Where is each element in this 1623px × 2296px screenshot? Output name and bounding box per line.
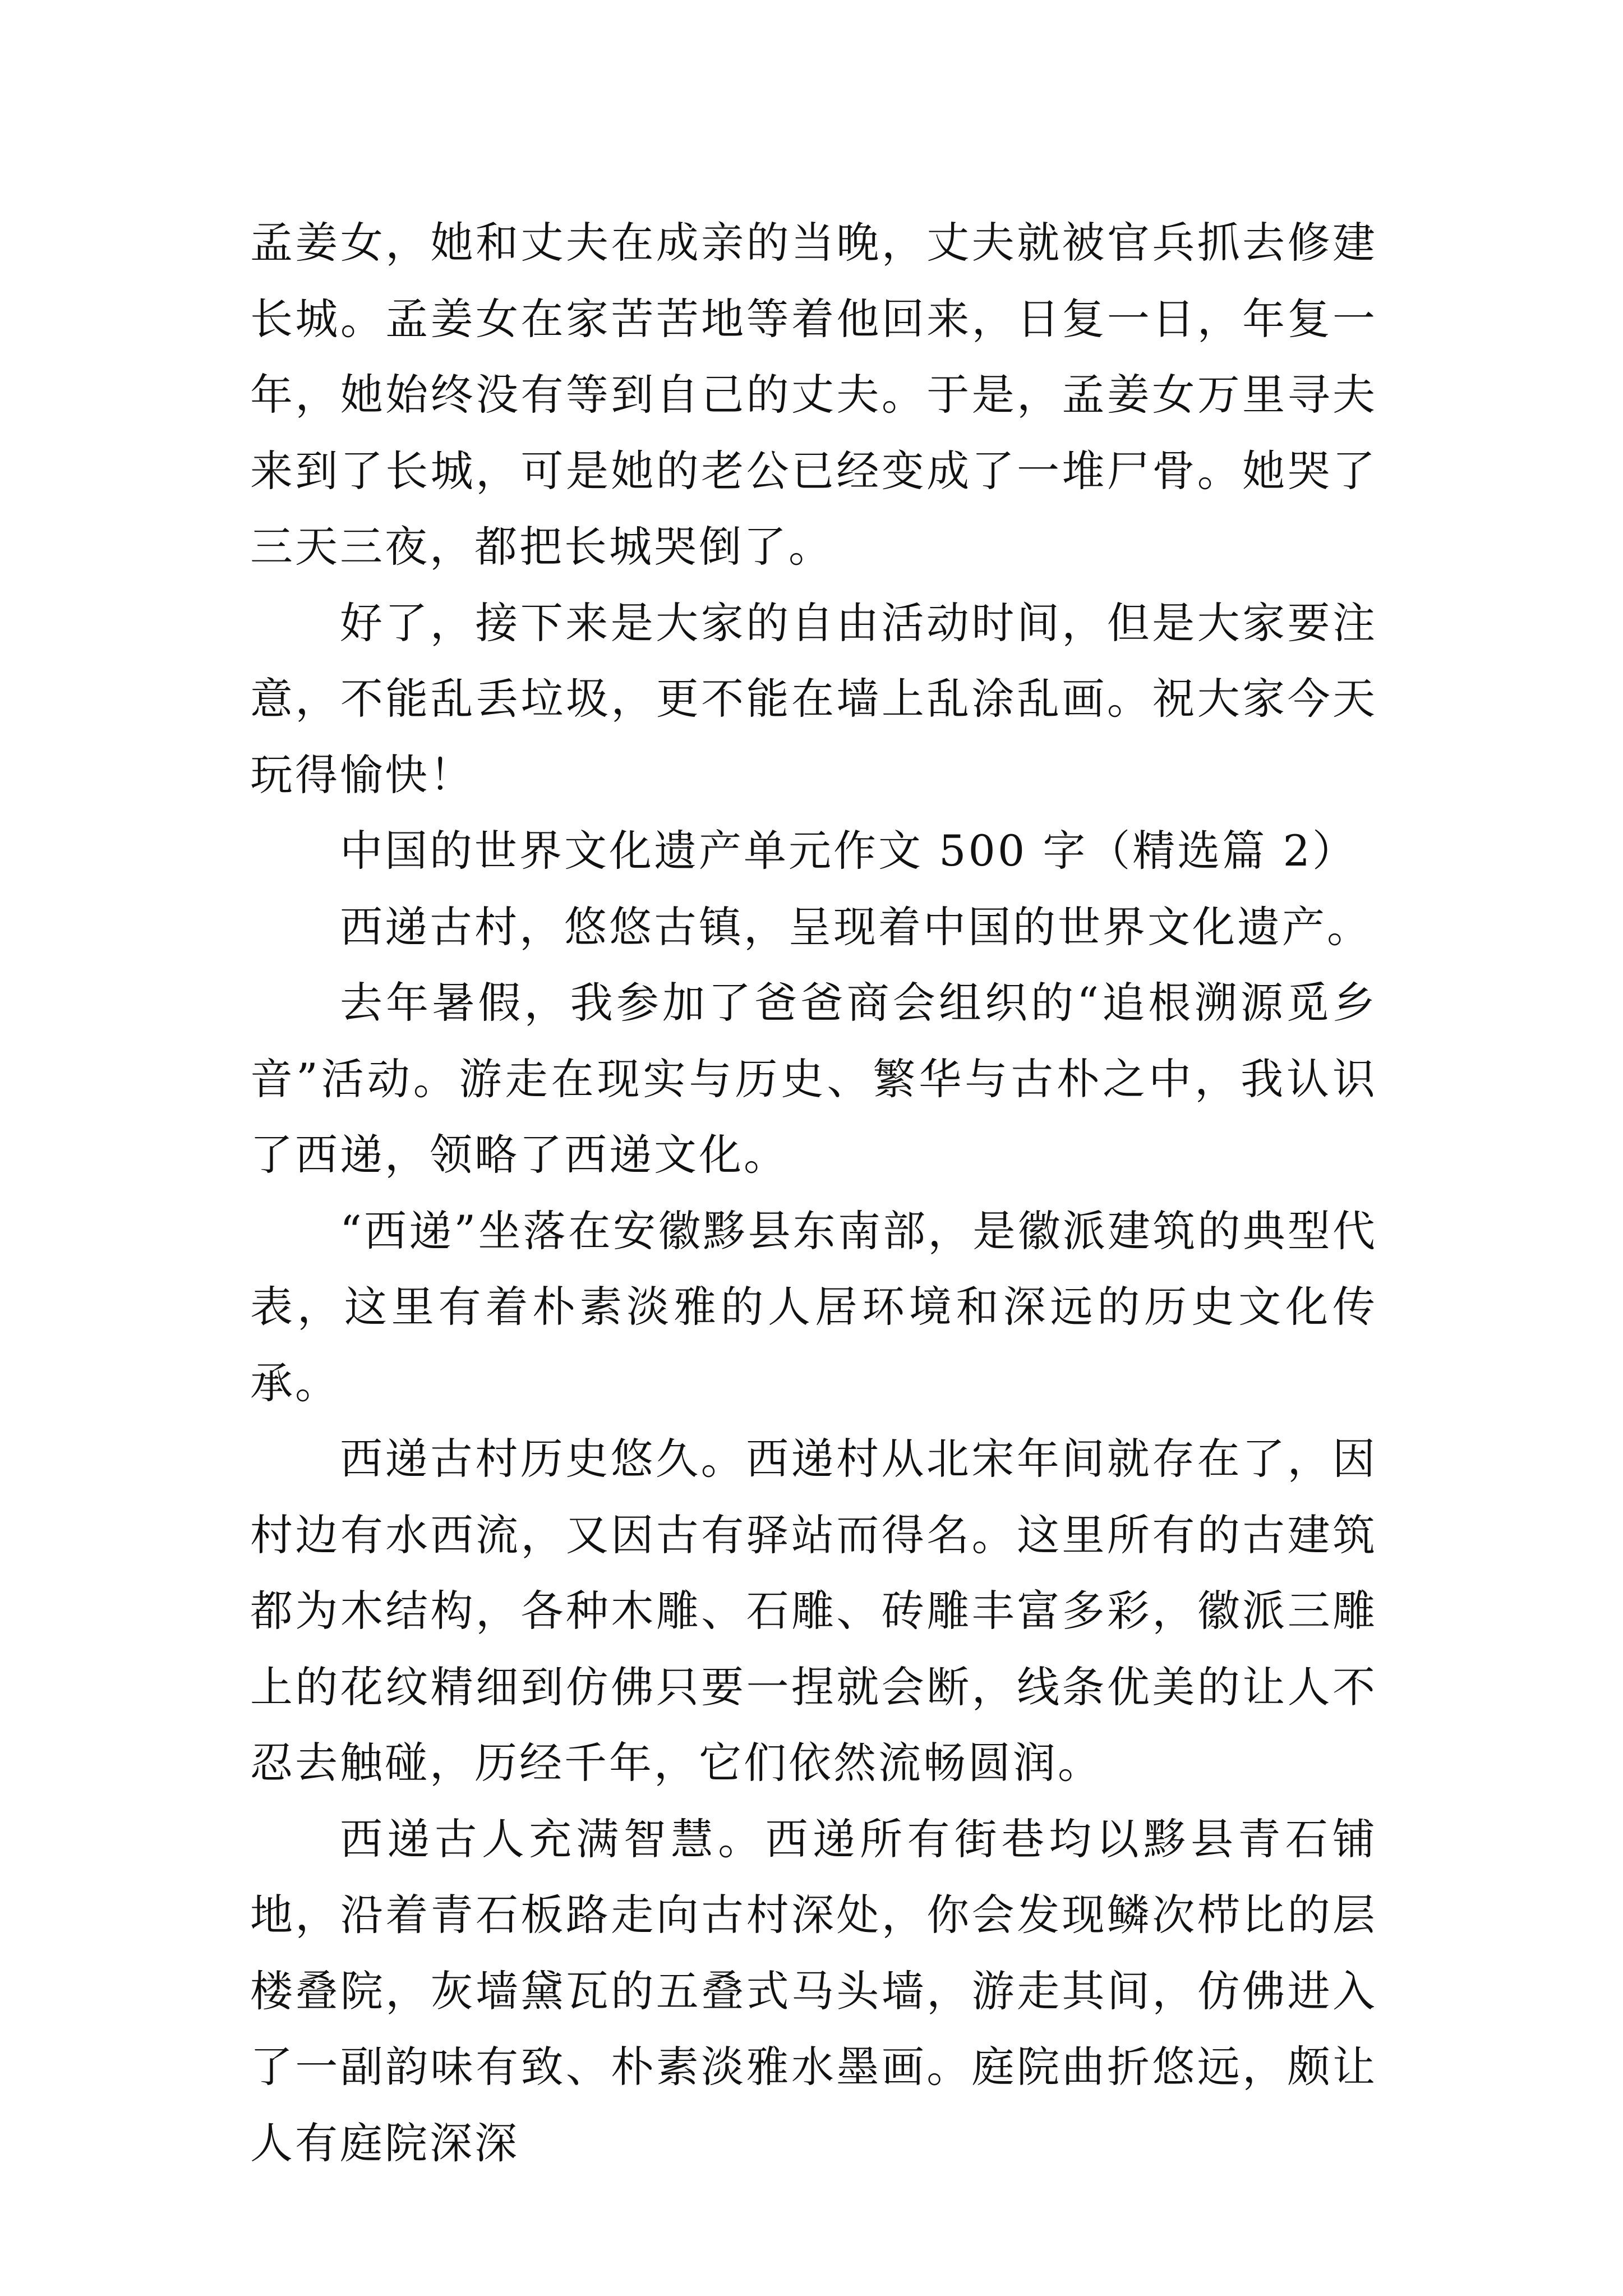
paragraph-meng-jiang-nu-story: 孟姜女，她和丈夫在成亲的当晚，丈夫就被官兵抓去修建长城。孟姜女在家苦苦地等着他回来，日复一日，年复一年，她始终没有等到自己的丈夫。于是，孟姜女万里寻夫来到了长城，可是她的老公已经变成了一堆尸骨。她哭了三天三夜，都把长城哭倒了。 xyxy=(250,218,1377,572)
paragraph-xidi-wisdom: 西递古人充满智慧。西递所有街巷均以黟县青石铺地，沿着青石板路走向古村深处，你会发现鳞次栉比的层楼叠院，灰墙黛瓦的五叠式马头墙，游走其间，仿佛进入了一副韵味有致、朴素淡雅水墨画。庭院曲折悠远，颇让人有庭院深深 xyxy=(250,1814,1377,2168)
document-body xyxy=(250,205,1377,2181)
paragraph-summer-trip: 去年暑假，我参加了爸爸商会组织的“追根溯源觅乡音”活动。游走在现实与历史、繁华与古朴之中，我认识了西递，领略了西递文化。 xyxy=(250,978,1377,1180)
paragraph-xidi-location: “西递”坐落在安徽黟县东南部，是徽派建筑的典型代表，这里有着朴素淡雅的人居环境和深远的历史文化传承。 xyxy=(250,1205,1377,1408)
essay-title: 中国的世界文化遗产单元作文 500 字（精选篇 2） xyxy=(340,826,1357,876)
paragraph-xidi-intro: 西递古村，悠悠古镇，呈现着中国的世界文化遗产。 xyxy=(340,901,1372,952)
paragraph-xidi-history: 西递古村历史悠久。西递村从北宋年间就存在了，因村边有水西流，又因古有驿站而得名。这里所有的古建筑都为木结构，各种木雕、石雕、砖雕丰富多彩，徽派三雕上的花纹精细到仿佛只要一捏就会断，线条优美的让人不忍去触碰，历经千年，它们依然流畅圆润。 xyxy=(250,1434,1377,1788)
paragraph-free-activity: 好了，接下来是大家的自由活动时间，但是大家要注意，不能乱丢垃圾，更不能在墙上乱涂乱画。祝大家今天玩得愉快！ xyxy=(250,597,1377,800)
